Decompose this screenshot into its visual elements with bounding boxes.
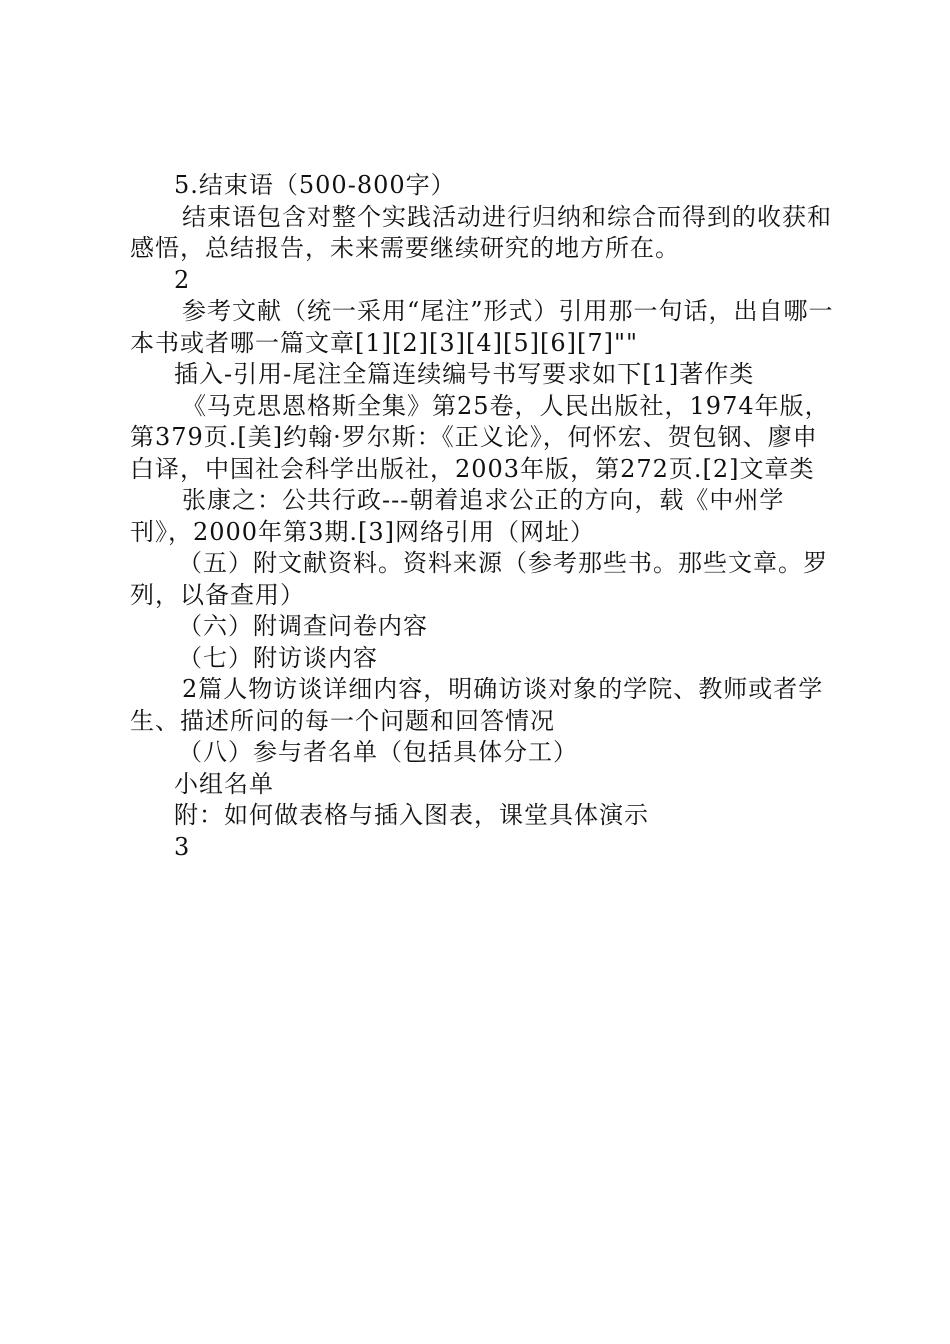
- paragraph-book-citation-example: 《马克思恩格斯全集》第25卷，人民出版社，1974年版，第379页.[美]约翰·罗尔斯：《正义论》，何怀宏、贺包钢、廖申白译，中国社会科学出版社，2003年版，第272页.[2]文章类: [130, 391, 830, 483]
- paragraph-group-list: 小组名单: [174, 769, 274, 798]
- section-heading-appendix-questionnaire: （六）附调查问卷内容: [178, 612, 428, 640]
- paragraph-appendix-note: 附：如何做表格与插入图表，课堂具体演示: [174, 801, 649, 829]
- page-number: 2: [174, 265, 191, 294]
- paragraph-interview-details: 2篇人物访谈详细内容，明确访谈对象的学院、教师或者学生、描述所问的每一个问题和回答情况: [130, 675, 824, 735]
- section-heading-appendix-interview: （七）附访谈内容: [178, 643, 378, 672]
- section-heading-appendix-literature: （五）附文献资料。资料来源（参考那些书。那些文章。罗列，以备查用）: [130, 549, 828, 609]
- document-body: [130, 170, 835, 863]
- page-number: 3: [174, 832, 191, 861]
- paragraph-conclusion-description: 结束语包含对整个实践活动进行归纳和综合而得到的收获和感悟，总结报告，未来需要继续研究的地方所在。: [130, 202, 832, 262]
- section-heading-participants: （八）参与者名单（包括具体分工）: [178, 738, 578, 766]
- paragraph-references-intro: 参考文献（统一采用“尾注”形式）引用那一句话，出自哪一本书或者哪一篇文章[1][2][3][4][5][6][7]"": [130, 297, 834, 357]
- section-heading-conclusion: 5.结束语（500-800字）: [174, 171, 456, 199]
- paragraph-article-citation-example: 张康之：公共行政---朝着追求公正的方向，载《中州学刊》，2000年第3期.[3]网络引用（网址）: [130, 486, 785, 546]
- paragraph-endnote-requirements: 插入-引用-尾注全篇连续编号书写要求如下[1]著作类: [174, 360, 755, 388]
